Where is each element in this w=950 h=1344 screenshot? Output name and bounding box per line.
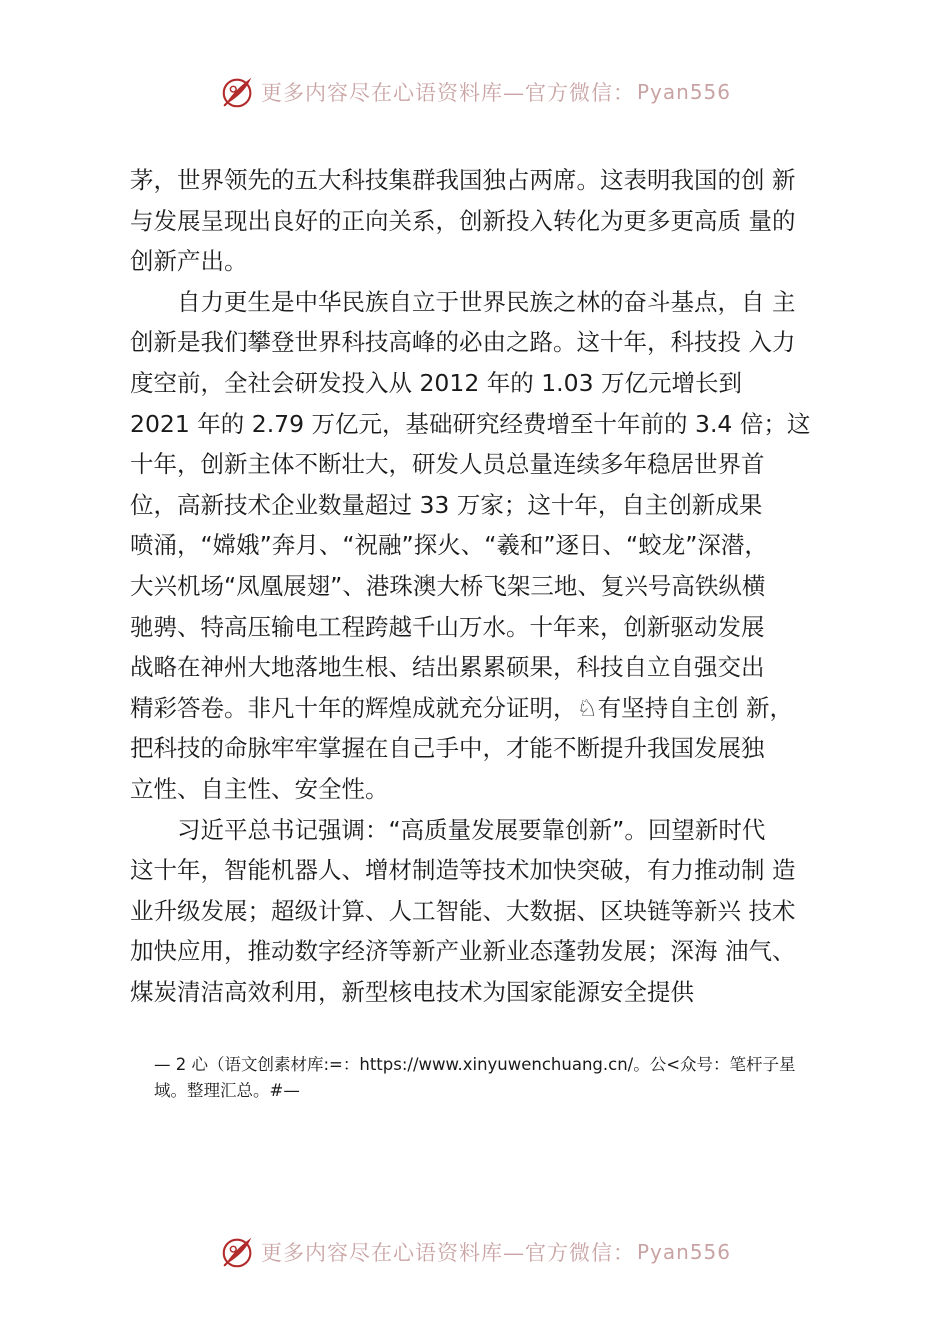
footnote-line: 域。整理汇总。#— — [154, 1081, 300, 1100]
body-line: 2021 年的 2.79 万亿元，基础研究经费增至十年前的 3.4 倍；这 — [130, 409, 811, 438]
body-line: 自力更生是中华民族自立于世界民族之林的奋斗基点，自 主 — [130, 287, 796, 316]
body-line: 茅，世界领先的五大科技集群我国独占两席。这表明我国的创 新 — [130, 166, 796, 194]
header-banner — [0, 72, 950, 112]
body-line: 驰骋、特高压输电工程跨越千山万水。十年来，创新驱动发展 — [130, 612, 765, 641]
body-line: 度空前，全社会研发投入从 2012 年的 1.03 万亿元增长到 — [130, 368, 743, 397]
body-line: 创新产出。 — [130, 247, 248, 276]
article-body — [130, 160, 830, 1012]
body-line: 战略在神州大地落地生根、结出累累硕果，科技自立自强交出 — [130, 653, 765, 682]
page-footnote — [154, 1052, 844, 1104]
body-line: 精彩答卷。非凡十年的辉煌成就充分证明，♘有坚持自主创 新， — [130, 693, 794, 722]
body-line: 位，高新技术企业数量超过 33 万家；这十年，自主创新成果 — [130, 490, 763, 519]
body-line: 加快应用，推动数字经济等新产业新业态蓬勃发展；深海 油气、 — [130, 937, 796, 966]
quill-logo-icon — [219, 73, 257, 111]
body-line: 与发展呈现出良好的正向关系，创新投入转化为更多更高质 量的 — [130, 206, 796, 235]
footer-banner-text: 更多内容尽在心语资料库—官方微信： — [260, 1241, 635, 1265]
body-line: 这十年，智能机器人、增材制造等技术加快突破，有力推动制 造 — [130, 856, 796, 885]
body-line: 立性、自主性、安全性。 — [130, 774, 389, 803]
body-line: 煤炭清洁高效利用，新型核电技术为国家能源安全提供 — [130, 977, 694, 1006]
footer-banner — [0, 1232, 950, 1272]
body-line: 把科技的命脉牢牢掌握在自己手中，才能不断提升我国发展独 — [130, 734, 765, 763]
body-line: 十年，创新主体不断壮大，研发人员总量连续多年稳居世界首 — [130, 450, 765, 479]
body-line: 喷涌，“嫦娥”奔月、“祝融”探火、“羲和”逐日、“蛟龙”深潜， — [130, 531, 768, 560]
body-line: 创新是我们攀登世界科技高峰的必由之路。这十年，科技投 入力 — [130, 328, 796, 357]
footnote-line: — 2 心（语文创素材库:=：https://www.xinyuwenchuang.cn/。公<众号：笔杆子星 — [154, 1055, 796, 1074]
header-banner-text: 更多内容尽在心语资料库—官方微信： — [260, 81, 635, 105]
body-line: 业升级发展；超级计算、人工智能、大数据、区块链等新兴 技术 — [130, 896, 796, 925]
footer-banner-wechat: Pyan556 — [636, 1240, 731, 1264]
body-line: 大兴机场“凤凰展翅”、港珠澳大桥飞架三地、复兴号高铁纵横 — [130, 571, 766, 600]
header-banner-wechat: Pyan556 — [636, 80, 731, 104]
body-line: 习近平总书记强调：“高质量发展要靠创新”。回望新时代 — [130, 815, 766, 844]
quill-logo-icon — [219, 1233, 257, 1271]
